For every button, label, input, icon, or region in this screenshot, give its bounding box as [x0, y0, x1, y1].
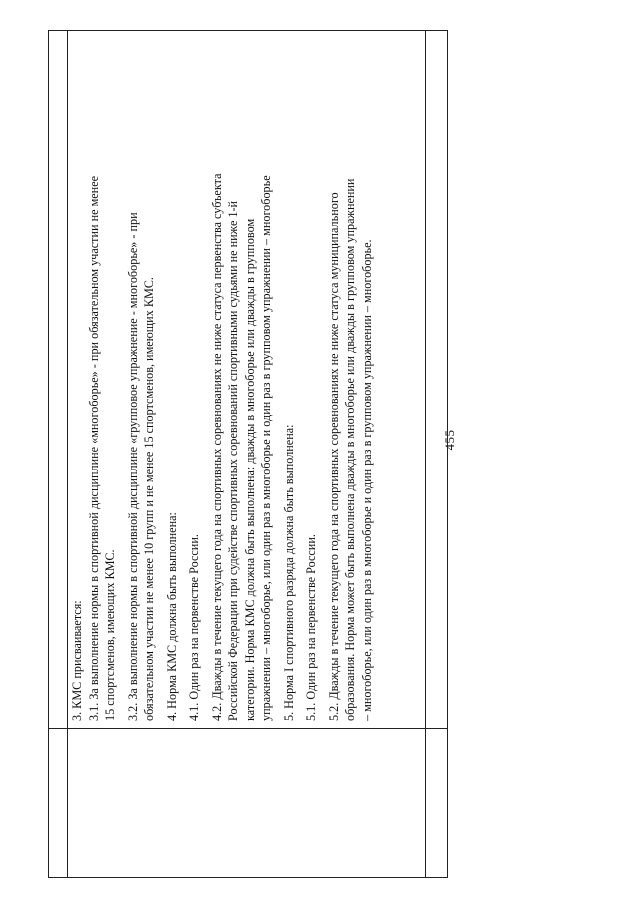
line-3-1-a: 3.1. За выполнение нормы в спортивной дисциплине «многоборье» - при обязательном участии не менее — [86, 175, 101, 721]
line-3: 3. КМС присваивается: — [70, 600, 84, 721]
line-3-2-b: обязательном участии не менее 10 групп и не менее 15 спортсменов, имеющих КМС. — [142, 277, 156, 721]
line-5-2-a: 5.2. Дважды в течение текущего года на спортивных соревнованиях не ниже статуса муниципального — [326, 192, 341, 721]
line-4-2-c: категории. Норма КМС должна быть выполнена: дважды в многоборье или дважды в групповом — [242, 218, 257, 721]
line-5-2-b: образования. Норма может быть выполнена дважды в многоборье или дважды в групповом упражнении — [343, 178, 357, 721]
requirements-table — [48, 30, 448, 878]
line-4-2-d: упражнении – многоборье, или один раз в многоборье и один раз в групповом упражнении – многоборье — [259, 175, 273, 721]
table-rule-bottom — [425, 31, 426, 877]
table-rule-left-column — [49, 728, 447, 729]
table-rule-top — [67, 31, 68, 877]
page-number: 455 — [442, 429, 457, 451]
line-3-1-b: 15 спортсменов, имеющих КМС. — [103, 549, 117, 721]
line-5-2-c: – многоборье, или один раз в многоборье и один раз в групповом упражнении – многоборье. — [359, 239, 374, 721]
requirements-cell — [69, 31, 375, 721]
line-5-1: 5.1. Один раз на первенстве России. — [304, 534, 318, 721]
rotated-table-frame — [48, 30, 448, 878]
line-5: 5. Норма I спортивного разряда должна быть выполнена: — [281, 424, 296, 721]
line-4-2-a: 4.2. Дважды в течение текущего года на спортивных соревнованиях не ниже статуса первенства субъекта — [209, 173, 224, 721]
line-4: 4. Норма КМС должна быть выполнена: — [164, 512, 179, 721]
line-4-2-b: Российской Федерации при судействе спортивных соревнований спортивными судьями не ниже 1-й — [226, 200, 240, 721]
line-3-2-a: 3.2. За выполнение нормы в спортивной дисциплине «групповое упражнение - многоборье» - при — [125, 212, 140, 721]
line-4-1: 4.1. Один раз на первенстве России. — [187, 534, 201, 721]
